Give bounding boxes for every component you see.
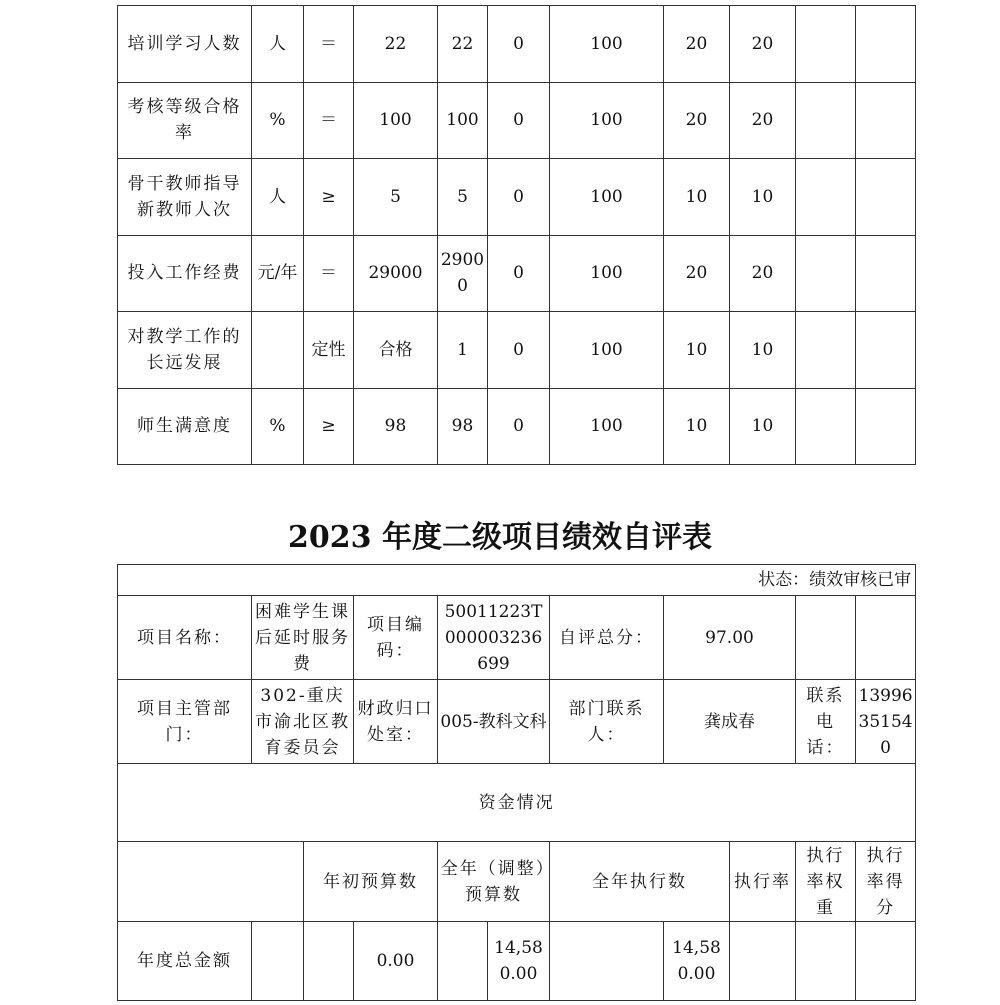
empty-cell	[304, 922, 354, 1001]
empty-cell	[856, 312, 916, 389]
total-executed: 14,580.00	[664, 922, 730, 1001]
empty-cell	[438, 922, 488, 1001]
cell-rate: 100	[550, 312, 664, 389]
empty-cell	[252, 922, 304, 1001]
empty-cell	[796, 6, 856, 83]
empty-cell	[856, 596, 916, 680]
form-title: 2023 年度二级项目绩效自评表	[288, 520, 712, 555]
funds-heading: 资金情况	[118, 764, 916, 842]
empty-cell	[856, 922, 916, 1001]
dept-label: 项目主管部门：	[118, 680, 252, 764]
empty-cell	[730, 922, 796, 1001]
cell-unit: %	[252, 388, 304, 465]
cell-rate: 100	[550, 159, 664, 236]
cell-name: 骨干教师指导新教师人次	[118, 159, 252, 236]
cell-op: ＝	[304, 82, 354, 159]
col-exec-rate: 执行率	[730, 842, 796, 922]
finance-label: 财政归口处室：	[354, 680, 438, 764]
total-initial-budget: 0.00	[354, 922, 438, 1001]
table-row	[118, 159, 916, 236]
cell-target: 合格	[354, 312, 438, 389]
empty-cell	[550, 922, 664, 1001]
table-row	[118, 6, 916, 83]
cell-weight: 20	[664, 82, 730, 159]
project-name-value: 困难学生课后延时服务费	[252, 596, 354, 680]
table-row	[118, 388, 916, 465]
empty-cell	[796, 922, 856, 1001]
cell-rate: 100	[550, 388, 664, 465]
empty-cell	[796, 235, 856, 312]
col-initial-budget: 年初预算数	[304, 842, 438, 922]
col-adjusted-budget: 全年（调整）预算数	[438, 842, 550, 922]
dept-value: 302-重庆市渝北区教育委员会	[252, 680, 354, 764]
cell-score: 20	[730, 82, 796, 159]
project-code-value: 50011223T000003236699	[438, 596, 550, 680]
cell-name: 考核等级合格率	[118, 82, 252, 159]
cell-score: 20	[730, 235, 796, 312]
empty-cell	[796, 312, 856, 389]
empty-cell	[856, 159, 916, 236]
total-adjusted-budget: 14,580.00	[488, 922, 550, 1001]
phone-value: 13996351540	[856, 680, 916, 764]
empty-cell	[856, 235, 916, 312]
cell-dev: 0	[488, 235, 550, 312]
cell-op: ＝	[304, 235, 354, 312]
cell-weight: 10	[664, 312, 730, 389]
phone-label: 联系电话：	[796, 680, 856, 764]
empty-cell	[796, 596, 856, 680]
cell-op: ≥	[304, 159, 354, 236]
cell-unit: %	[252, 82, 304, 159]
cell-target: 100	[354, 82, 438, 159]
cell-op: ＝	[304, 6, 354, 83]
cell-actual: 5	[438, 159, 488, 236]
cell-actual: 98	[438, 388, 488, 465]
cell-target: 29000	[354, 235, 438, 312]
cell-dev: 0	[488, 388, 550, 465]
cell-target: 22	[354, 6, 438, 83]
self-evaluation-form	[117, 564, 916, 1001]
cell-actual: 100	[438, 82, 488, 159]
col-exec-weight: 执行率权重	[796, 842, 856, 922]
cell-dev: 0	[488, 82, 550, 159]
cell-weight: 10	[664, 388, 730, 465]
cell-score: 20	[730, 6, 796, 83]
cell-op: 定性	[304, 312, 354, 389]
cell-rate: 100	[550, 235, 664, 312]
project-name-label: 项目名称：	[118, 596, 252, 680]
table-row	[118, 312, 916, 389]
empty-cell	[856, 82, 916, 159]
table-row	[118, 82, 916, 159]
cell-score: 10	[730, 159, 796, 236]
total-label: 年度总金额	[118, 922, 252, 1001]
cell-rate: 100	[550, 6, 664, 83]
col-executed: 全年执行数	[550, 842, 730, 922]
col-exec-score: 执行率得分	[856, 842, 916, 922]
self-score-value: 97.00	[664, 596, 796, 680]
cell-name: 对教学工作的长远发展	[118, 312, 252, 389]
cell-score: 10	[730, 388, 796, 465]
cell-weight: 10	[664, 159, 730, 236]
cell-dev: 0	[488, 159, 550, 236]
empty-cell	[796, 159, 856, 236]
project-code-label: 项目编码：	[354, 596, 438, 680]
cell-name: 投入工作经费	[118, 235, 252, 312]
cell-weight: 20	[664, 6, 730, 83]
cell-actual: 1	[438, 312, 488, 389]
self-score-label: 自评总分：	[550, 596, 664, 680]
cell-unit: 人	[252, 6, 304, 83]
cell-unit: 元/年	[252, 235, 304, 312]
cell-name: 师生满意度	[118, 388, 252, 465]
cell-target: 5	[354, 159, 438, 236]
indicator-table	[117, 5, 916, 465]
cell-score: 10	[730, 312, 796, 389]
empty-cell	[856, 6, 916, 83]
cell-unit	[252, 312, 304, 389]
status-text: 状态：绩效审核已审	[118, 565, 916, 596]
empty-cell	[856, 388, 916, 465]
empty-cell	[796, 82, 856, 159]
cell-weight: 20	[664, 235, 730, 312]
cell-target: 98	[354, 388, 438, 465]
cell-op: ≥	[304, 388, 354, 465]
empty-cell	[796, 388, 856, 465]
cell-unit: 人	[252, 159, 304, 236]
cell-actual: 29000	[438, 235, 488, 312]
cell-name: 培训学习人数	[118, 6, 252, 83]
cell-actual: 22	[438, 6, 488, 83]
empty-cell	[118, 842, 304, 922]
finance-value: 005-教科文科	[438, 680, 550, 764]
cell-dev: 0	[488, 6, 550, 83]
contact-label: 部门联系人：	[550, 680, 664, 764]
table-row	[118, 235, 916, 312]
contact-value: 龚成春	[664, 680, 796, 764]
cell-rate: 100	[550, 82, 664, 159]
cell-dev: 0	[488, 312, 550, 389]
